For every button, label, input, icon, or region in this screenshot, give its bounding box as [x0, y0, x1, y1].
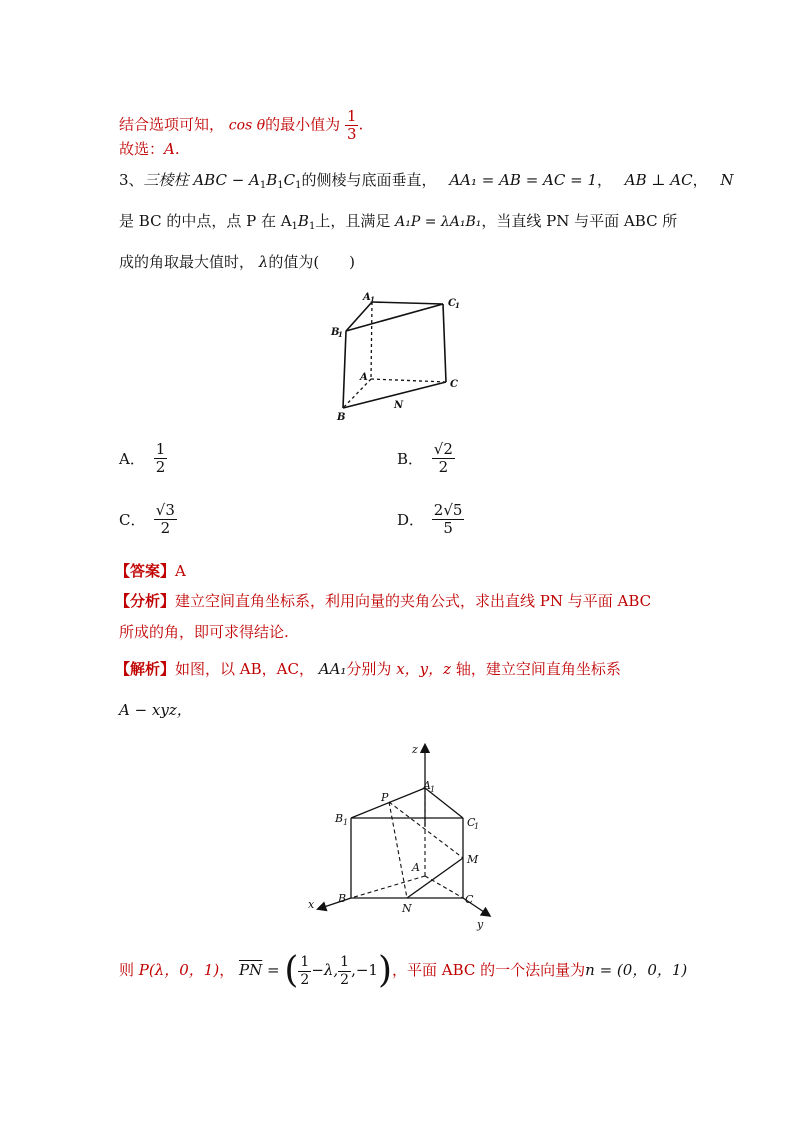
label-x: x [308, 898, 315, 911]
label-C: C [450, 379, 458, 390]
label-P: P [381, 791, 389, 804]
label-B: B [337, 412, 346, 423]
question-line-1: 3、三棱柱 ABC − $A_1B_1C_1$的侧棱与底面垂直， AA₁ = AB = AC = 1， AB ⊥ AC， N [119, 171, 734, 191]
conclusion-line: 结合选项可知， cos θ的最小值为 $\frac{1}{3}$ . [119, 107, 364, 143]
label-N: N [402, 902, 412, 915]
label-B1: B [331, 327, 340, 338]
label-B1-sub: 1 [338, 330, 343, 339]
label-M: M [467, 853, 479, 866]
segment-P-M-hidden [389, 802, 463, 858]
label-B: B [338, 892, 347, 905]
edge-B1-B [343, 331, 346, 408]
label-A1-sub: 1 [430, 785, 436, 794]
question-line-2: 是 BC 的中点，点 P 在 $A_1B_1$上，且满足 A₁P = λA₁B₁，当直线 PN 与平面 ABC 所 [119, 212, 678, 232]
label-A1: A [363, 292, 371, 303]
edge-A1-C1 [372, 302, 443, 304]
edge-A1-A-hidden [371, 302, 372, 379]
label-y: y [477, 918, 484, 931]
coordinate-figure [303, 738, 503, 934]
option-b: B． $\frac{√2}{2}$ [397, 440, 453, 476]
x-axis [321, 898, 351, 908]
solution-line-2: A − xyz， [119, 701, 192, 719]
analysis-line-1: 【分析】建立空间直角坐标系，利用向量的夹角公式，求出直线 PN 与平面 ABC [115, 592, 652, 610]
label-A: A [412, 861, 420, 874]
prism-figure [326, 286, 472, 426]
fraction-one-third: $\frac{1}{3}$ [346, 107, 357, 143]
choice-line: 故选：A. [119, 140, 180, 158]
label-C: C [465, 893, 474, 906]
edge-A-C-hidden [425, 876, 463, 898]
analysis-line-2: 所成的角，即可求得结论. [119, 623, 289, 641]
label-C1: C [467, 816, 476, 829]
label-C1-sub: 1 [474, 822, 480, 831]
option-c: C． $\frac{√3}{2}$ [119, 501, 175, 537]
label-z: z [412, 743, 418, 756]
label-C1: C [448, 298, 456, 309]
edge-C1-C [443, 304, 446, 382]
option-d: D． $\frac{2√5}{5}$ [397, 501, 463, 537]
label-N: N [394, 400, 404, 411]
option-a: A． $\frac{1}{2}$ [119, 440, 166, 476]
label-C1-sub: 1 [455, 301, 460, 310]
edge-A-B-hidden [351, 876, 425, 898]
label-A1-sub: 1 [370, 295, 375, 304]
label-A1: A [423, 779, 431, 792]
label-B1-sub: 1 [343, 818, 349, 827]
label-A: A [360, 372, 368, 383]
solution-line-1: 【解析】如图，以 AB，AC， AA₁分别为 x，y，z 轴，建立空间直角坐标系 [115, 660, 621, 678]
label-B1: B [335, 812, 344, 825]
edge-A-C-hidden [371, 379, 446, 382]
edge-B1-C1 [346, 304, 443, 331]
question-line-3: 成的角取最大值时， λ的值为( ) [119, 253, 356, 271]
final-line: 则 P(λ，0，1)， $\overline{PN}$ = ( $\frac{1}{2}$ −λ, $\frac{1}{2}$ ,−1)，平面 ABC 的一个法向量为n = (0，0，1) [119, 950, 688, 991]
answer-line: 【答案】A [115, 562, 186, 580]
